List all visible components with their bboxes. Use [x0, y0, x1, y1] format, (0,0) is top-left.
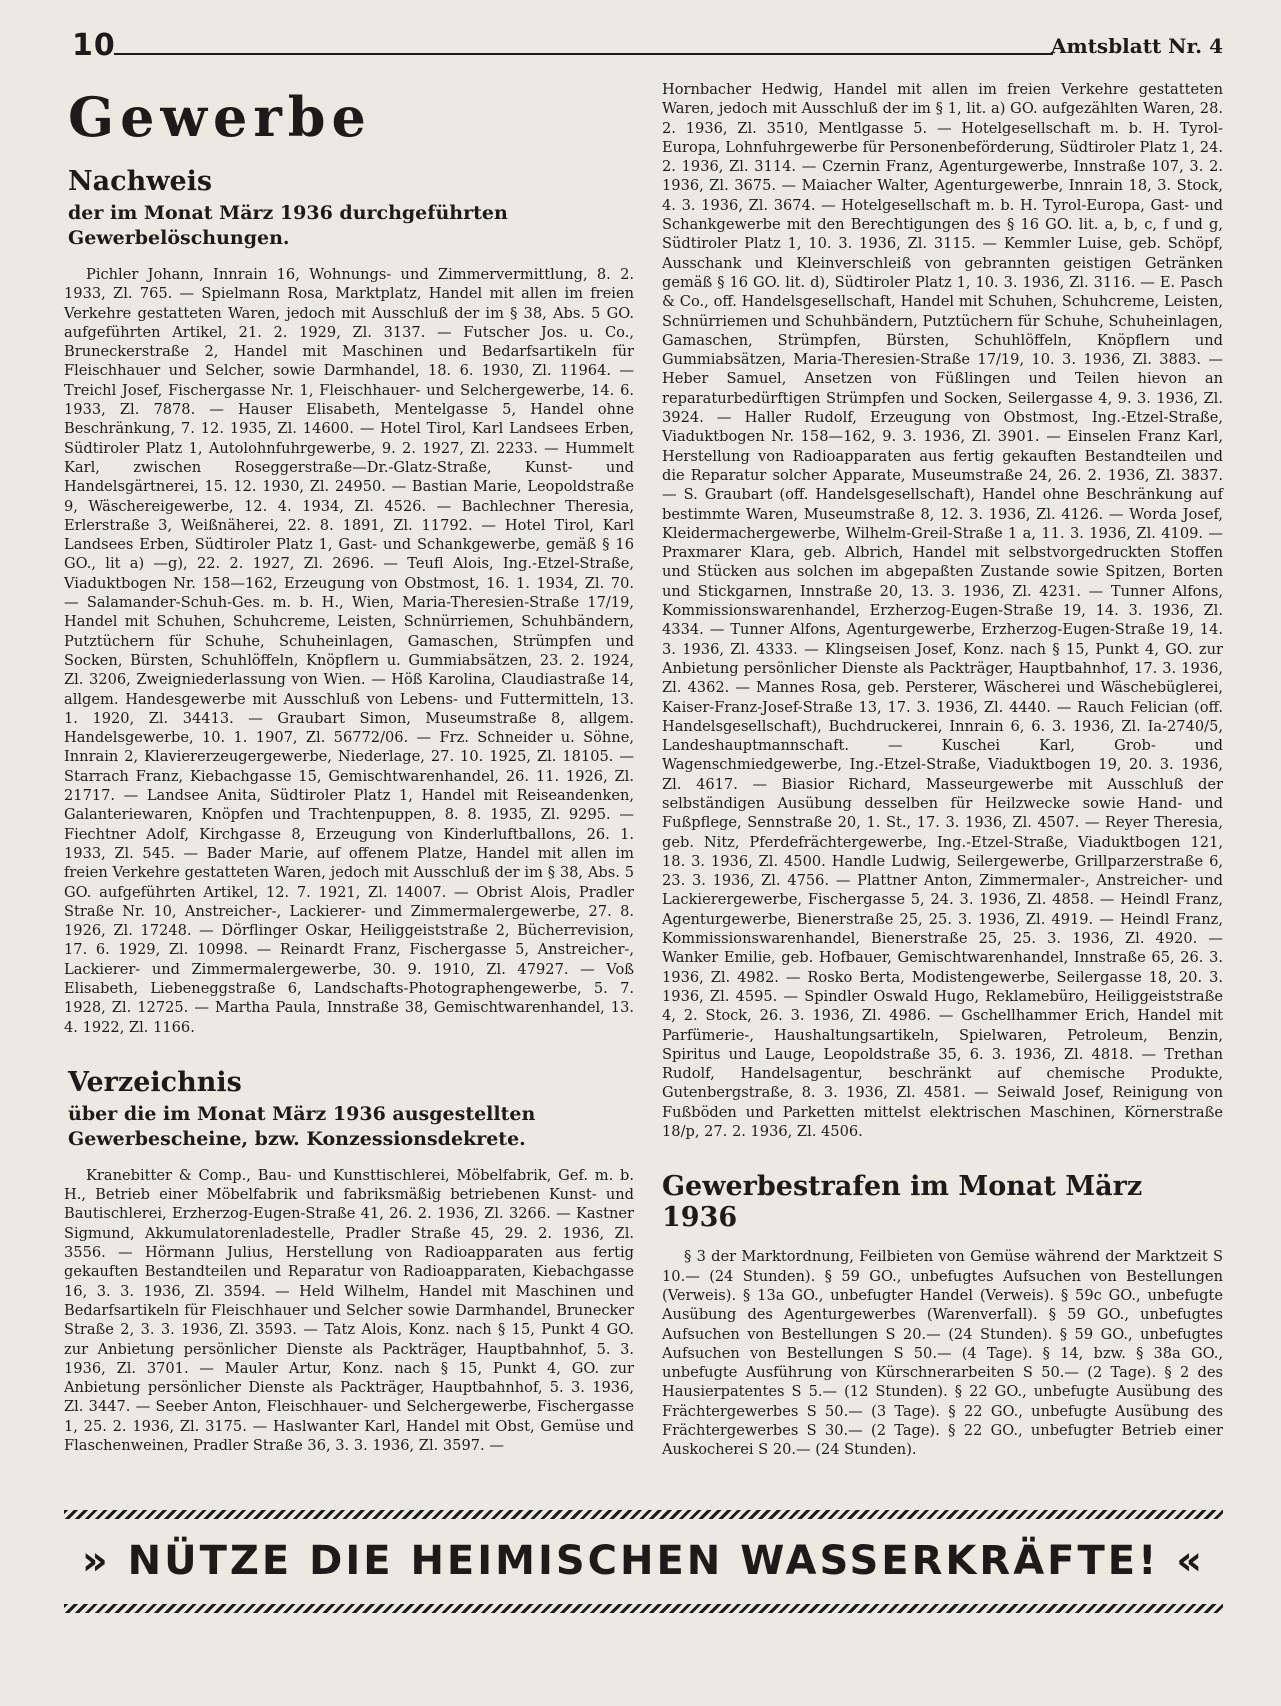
section-body-verzeichnis: Kranebitter & Comp., Bau- und Kunsttischlerei, Möbelfabrik, Gef. m. b. H., Betrieb einer Möbelfabrik und fabriksmäßig betriebenen Kunst- und Bautischlerei, Erzherzog-Eugen-Straße 41, 26. 2. 1936, Zl. 3266. — Kastner Sigmund, Akkumulatorenladestelle, Pradler Straße 45, 29. 2. 1936, Zl. 3556. — Hörmann Julius, Herstellung von Radioapparaten aus fertig gekauften Bestandteilen und Reparatur von Radioapparaten, Kiebachgasse 16, 3. 3. 1936, Zl. 3594. — Held Wilhelm, Handel mit Maschinen und Bedarfsartikeln für Fleischhauer und Selcher sowie Darmhandel, Brunecker Straße 2, 3. 3. 1936, Zl. 3593. — Tatz Alois, Konz. nach § 15, Punkt 4 GO. zur Anbietung persönlicher Dienste als Packträger, Hauptbahnhof, 5. 3. 1936, Zl. 3701. — Mauler Artur, Konz. nach § 15, Punkt 4, GO. zur Anbietung persönlicher Dienste als Packträger, Hauptbahnhof, 5. 3. 1936, Zl. 3447. — Seeber Anton, Fleischhauer- und Selchergewerbe, Fischergasse 1, 25. 2. 1936, Zl. 3175. — Haslwanter Karl, Handel mit Obst, Gemüse und Flaschenweinen, Pradler Straße 36, 3. 3. 1936, Zl. 3597. — [64, 1166, 634, 1455]
slogan-rule-top [64, 1510, 1223, 1519]
header-rule [114, 53, 1053, 55]
left-column [64, 80, 634, 1455]
section-heading-verzeichnis: Verzeichnis [68, 1066, 242, 1098]
publication-title: Amtsblatt Nr. 4 [1051, 34, 1223, 58]
section-subheading-nachweis: der im Monat März 1936 durchgeführten Gewerbelöschungen. [68, 202, 508, 249]
section-heading-nachweis: Nachweis [68, 166, 213, 197]
page-header [64, 26, 1223, 62]
section-body-nachweis: Pichler Johann, Innrain 16, Wohnungs- und Zimmervermittlung, 8. 2. 1933, Zl. 765. — Spielmann Rosa, Marktplatz, Handel mit allen im freien Verkehre gestatteten Waren, jedoch mit Ausschluß der im § 38, Abs. 5 GO. aufgeführten Artikel, 21. 2. 1929, Zl. 3137. — Futscher Jos. u. Co., Bruneckerstraße 2, Handel mit Maschinen und Bedarfsartikeln für Fleischhauer und Selcher, sowie Darmhandel, 18. 6. 1930, Zl. 11964. — Treichl Josef, Fischergasse Nr. 1, Fleischhauer- und Selchergewerbe, 14. 6. 1933, Zl. 7878. — Hauser Elisabeth, Mentelgasse 5, Handel ohne Beschränkung, 7. 12. 1935, Zl. 14600. — Hotel Tirol, Karl Landsees Erben, Südtiroler Platz 1, Autolohnfuhrgewerbe, 9. 2. 1927, Zl. 2233. — Hummelt Karl, zwischen Roseggerstraße—Dr.-Glatz-Straße, Kunst- und Handelsgärtnerei, 15. 12. 1930, Zl. 24950. — Bastian Marie, Leopoldstraße 9, Wäschereigewerbe, 12. 4. 1934, Zl. 4526. — Bachlechner Theresia, Erlerstraße 3, Weißnäherei, 22. 8. 1891, Zl. 11792. — Hotel Tirol, Karl Landsees Erben, Südtiroler Platz 1, Gast- und Schankgewerbe, gemäß § 16 GO., lit a) —g), 22. 2. 1927, Zl. 2696. — Teufl Alois, Ing.-Etzel-Straße, Viaduktbogen Nr. 158—162, Erzeugung von Obstmost, 16. 1. 1934, Zl. 70. — Salamander-Schuh-Ges. m. b. H., Wien, Maria-Theresien-Straße 17/19, Handel mit Schuhen, Schuhcreme, Leisten, Schnürriemen, Schuhbändern, Putztüchern für Schuhe, Schuheinlagen, Gamaschen, Strümpfen und Socken, Bürsten, Schuhlöffeln, Knöpflern u. Gummiabsätzen, 23. 2. 1924, Zl. 3206, Zweigniederlassung von Wien. — Höß Karolina, Claudiastraße 14, allgem. Handesgewerbe mit Ausschluß von Lebens- und Futtermitteln, 13. 1. 1920, Zl. 34413. — Graubart Simon, Museumstraße 8, allgem. Handelsgewerbe, 10. 1. 1907, Zl. 56772/06. — Frz. Schneider u. Söhne, Innrain 2, Klaviererzeugergewerbe, Niederlage, 27. 10. 1925, Zl. 18105. — Starrach Franz, Kiebachgasse 15, Gemischtwarenhandel, 26. 11. 1926, Zl. 21717. — Landsee Anita, Südtiroler Platz 1, Handel mit Reiseandenken, Galanteriewaren, Knöpfen und Trachtenpuppen, 8. 8. 1935, Zl. 9295. — Fiechtner Adolf, Kirchgasse 8, Erzeugung von Kinderluftballons, 26. 1. 1933, Zl. 545. — Bader Marie, auf offenem Platze, Handel mit allen im freien Verkehre gestatteten Waren, jedoch mit Ausschluß der im § 38, Abs. 5 GO. aufgeführten Artikel, 12. 7. 1921, Zl. 14007. — Obrist Alois, Pradler Straße Nr. 10, Anstreicher-, Lackierer- und Zimmermalergewerbe, 27. 8. 1926, Zl. 17248. — Dörflinger Oskar, Heiliggeiststraße 2, Bücherrevision, 17. 6. 1929, Zl. 10998. — Reinardt Franz, Fischergasse 5, Anstreicher-, Lackierer- und Zimmermalergewerbe, 30. 9. 1910, Zl. 47927. — Voß Elisabeth, Liebeneggstraße 6, Landschafts-Photographengewerbe, 5. 7. 1928, Zl. 12725. — Martha Paula, Innstraße 38, Gemischtwarenhandel, 13. 4. 1922, Zl. 1166. [64, 266, 634, 1036]
section-subheading-verzeichnis: über die im Monat März 1936 ausgestellten Gewerbescheine, bzw. Konzessionsdekrete. [68, 1102, 536, 1150]
right-column [662, 80, 1223, 1460]
section-body-verzeichnis-continued: Hornbacher Hedwig, Handel mit allen im freien Verkehre gestatteten Waren, jedoch mit Ausschluß der im § 1, lit. a) GO. aufgezählten Waren, 28. 2. 1936, Zl. 3510, Mentlgasse 5. — Hotelgesellschaft m. b. H. Tyrol-Europa, Lohnfuhrgewerbe für Personenbeförderung, Südtiroler Platz 1, 24. 2. 1936, Zl. 3114. — Czernin Franz, Agenturgewerbe, Innstraße 107, 3. 2. 1936, Zl. 3675. — Maiacher Walter, Agenturgewerbe, Innrain 18, 3. Stock, 4. 3. 1936, Zl. 3674. — Hotelgesellschaft m. b. H. Tyrol-Europa, Gast- und Schankgewerbe mit den Berechtigungen des § 16 GO. lit. a, b, c, f und g, Südtiroler Platz 1, 10. 3. 1936, Zl. 3115. — Kemmler Luise, geb. Schöpf, Ausschank und Kleinverschleiß von gebrannten geistigen Getränken gemäß § 16 GO. lit. d), Südtiroler Platz 1, 10. 3. 1936, Zl. 3116. — E. Pasch & Co., off. Handelsgesellschaft, Handel mit Schuhen, Schuhcreme, Leisten, Schnürriemen und Schuhbändern, Putztüchern für Schuhe, Schuheinlagen, Gamaschen, Strümpfen, Bürsten, Schuhlöffeln, Knöpflern und Gummiabsätzen, Maria-Theresien-Straße 17/19, 10. 3. 1936, Zl. 3883. — Heber Samuel, Ansetzen von Füßlingen und Teilen hievon an reparaturbedürftigen Strümpfen und Socken, Seilergasse 4, 9. 3. 1936, Zl. 3924. — Haller Rudolf, Erzeugung von Obstmost, Ing.-Etzel-Straße, Viaduktbogen Nr. 158—162, 9. 3. 1936, Zl. 3901. — Einselen Franz Karl, Herstellung von Radioapparaten aus fertig gekauften Bestandteilen und die Reparatur solcher Apparate, Museumstraße 24, 26. 2. 1936, Zl. 3837. — S. Graubart (off. Handelsgesellschaft), Handel ohne Beschränkung auf bestimmte Waren, Museumstraße 8, 12. 3. 1936, Zl. 4126. — Worda Josef, Kleidermachergewerbe, Wilhelm-Greil-Straße 1 a, 11. 3. 1936, Zl. 4109. — Praxmarer Klara, geb. Albrich, Handel mit selbstvorgedruckten Stoffen und Stücken aus solchen im abgepaßten Zustande sowie Spitzen, Borten und Stickgarnen, Innstraße 20, 13. 3. 1936, Zl. 4231. — Tunner Alfons, Kommissionswarenhandel, Erzherzog-Eugen-Straße 19, 14. 3. 1936, Zl. 4334. — Tunner Alfons, Agenturgewerbe, Erzherzog-Eugen-Straße 19, 14. 3. 1936, Zl. 4333. — Klingseisen Josef, Konz. nach § 15, Punkt 4, GO. zur Anbietung persönlicher Dienste als Packträger, Hauptbahnhof, 17. 3. 1936, Zl. 4362. — Mannes Rosa, geb. Persterer, Wäscherei und Wäschebüglerei, Kaiser-Franz-Josef-Straße 13, 17. 3. 1936, Zl. 4440. — Rauch Felician (off. Handelsgesellschaft), Buchdruckerei, Innrain 6, 6. 3. 1936, Zl. Ia-2740/5, Landeshauptmannschaft. — Kuschei Karl, Grob- und Wagenschmiedgewerbe, Ing.-Etzel-Straße, Viaduktbogen 19, 20. 3. 1936, Zl. 4617. — Biasior Richard, Masseurgewerbe mit Ausschluß der selbständigen Ausübung desselben für Heilzwecke sowie Hand- und Fußpflege, Sennstraße 20, 1. St., 17. 3. 1936, Zl. 4507. — Reyer Theresia, geb. Nitz, Pferdefrächtergewerbe, Ing.-Etzel-Straße, Viaduktbogen 121, 18. 3. 1936, Zl. 4500. Handle Ludwig, Seilergewerbe, Grillparzerstraße 6, 23. 3. 1936, Zl. 4756. — Plattner Anton, Zimmermaler-, Anstreicher- und Lackierergewerbe, Fischergasse 5, 24. 3. 1936, Zl. 4858. — Heindl Franz, Agenturgewerbe, Bienerstraße 25, 25. 3. 1936, Zl. 4919. — Heindl Franz, Kommissionswarenhandel, Bienerstraße 25, 25. 3. 1936, Zl. 4920. — Wanker Emilie, geb. Hofbauer, Gemischtwarenhandel, Innstraße 65, 26. 3. 1936, Zl. 4982. — Rosko Berta, Modistengewerbe, Seilergasse 18, 20. 3. 1936, Zl. 4595. — Spindler Oswald Hugo, Reklamebüro, Heiliggeiststraße 4, 2. Stock, 26. 3. 1936, Zl. 4986. — Gschellhammer Erich, Handel mit Parfümerie-, Haushaltungsartikeln, Spielwaren, Petroleum, Benzin, Spiritus und Lauge, Leopoldstraße 35, 6. 3. 1936, Zl. 4818. — Trethan Rudolf, Handelsagentur, beschränkt auf chemische Produkte, Gutenbergstraße, 8. 3. 1936, Zl. 4581. — Seiwald Josef, Reinigung von Fußböden und Parketten mittelst elektrischen Maschinen, Körnerstraße 18/p, 27. 2. 1936, Zl. 4506. [662, 81, 1223, 1141]
masthead: Gewerbe [68, 85, 372, 149]
slogan-rule-bottom [64, 1604, 1223, 1613]
section-body-gewerbestrafen: § 3 der Marktordnung, Feilbieten von Gemüse während der Marktzeit S 10.— (24 Stunden). § 59 GO., unbefugtes Aufsuchen von Bestellungen (Verweis). § 13a GO., unbefugter Handel (Verweis). § 59c GO., unbefugte Ausübung des Agenturgewerbes (Warenverfall). § 59 GO., unbefugtes Aufsuchen von Bestellungen S 20.— (24 Stunden). § 59 GO., unbefugtes Aufsuchen von Bestellungen S 50.— (4 Tage). § 14, bzw. § 38a GO., unbefugte Ausführung von Kürschnerarbeiten S 50.— (2 Tage). § 2 des Hausierpatentes S 5.— (12 Stunden). § 22 GO., unbefugte Ausübung des Frächtergewerbes S 50.— (3 Tage). § 22 GO., unbefugte Ausübung des Frächtergewerbes S 30.— (2 Tage). § 22 GO., unbefugter Betrieb einer Auskocherei S 20.— (24 Stunden). [662, 1248, 1223, 1459]
page-number: 10 [72, 28, 116, 63]
slogan-banner: » NÜTZE DIE HEIMISCHEN WASSERKRÄFTE! « [81, 1538, 1206, 1584]
section-heading-gewerbestrafen: Gewerbestrafen im Monat März 1936 [662, 1171, 1143, 1234]
